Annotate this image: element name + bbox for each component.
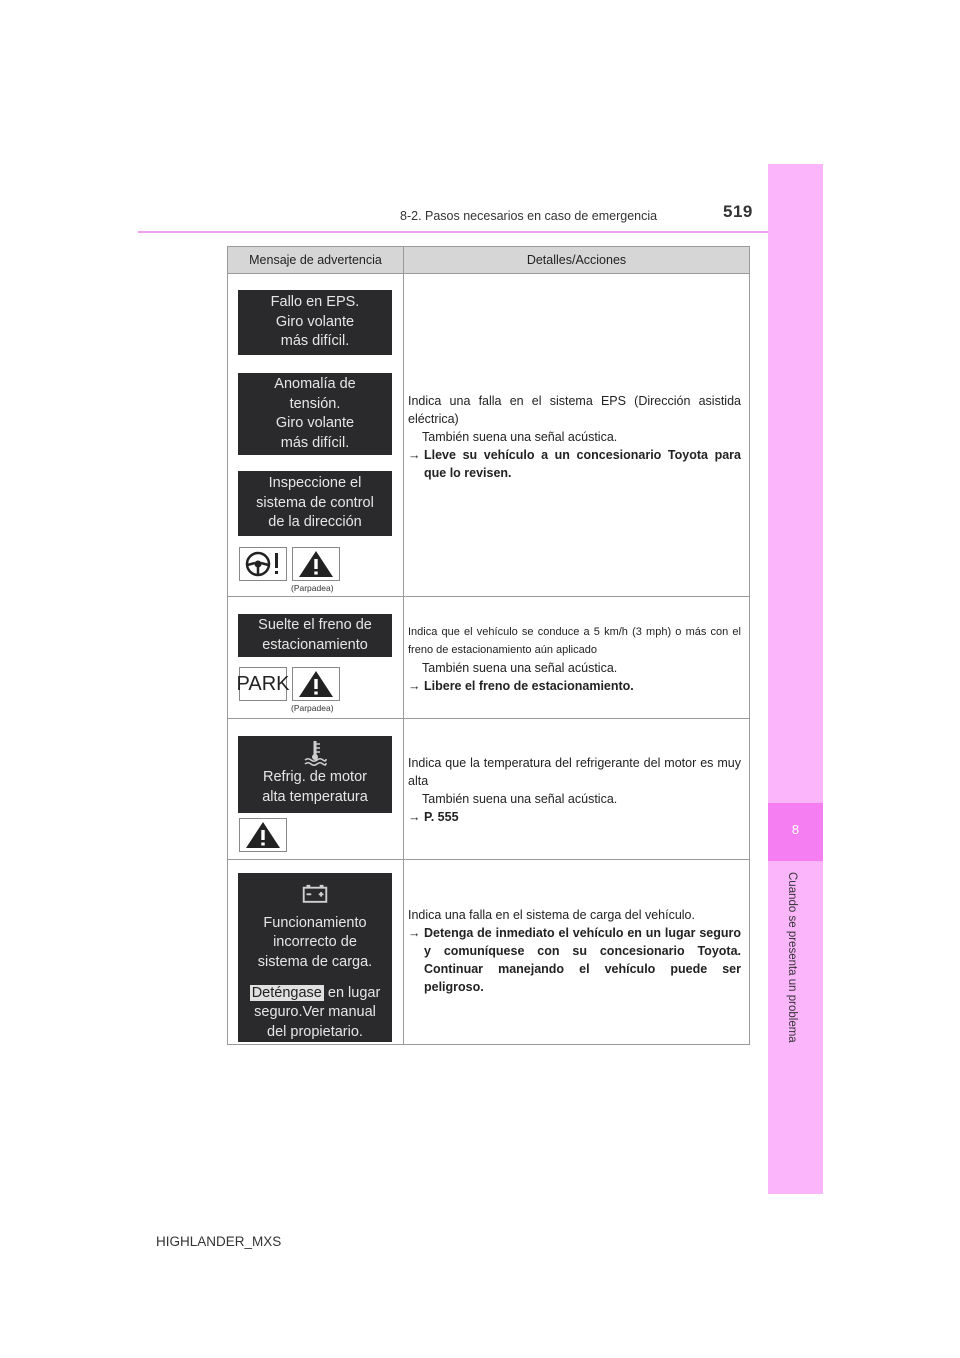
eps-action-text: Lleve su vehículo a un concesionario Toyota para que lo revisen. (424, 448, 741, 480)
warning-triangle-icon (239, 818, 287, 852)
chapter-label: Cuando se presenta un problema (786, 872, 798, 1043)
charging-action-text: Detenga de inmediato el vehículo en un lugar seguro y comuníquese con su concesionario Toyota. Continuar manejando el vehículo puede ser peligroso. (424, 926, 741, 994)
page-number: 519 (723, 202, 753, 221)
coolant-description: Indica que la temperatura del refrigerante del motor es muy alta (408, 756, 741, 788)
charging-details (408, 906, 741, 996)
row-divider (228, 718, 749, 719)
message-charging-system: Funcionamiento incorrecto de sistema de carga. Deténgase en lugar seguro.Ver manual del propietario. (238, 873, 392, 1042)
parking-brake-action-text: Libere el freno de estacionamiento. (424, 679, 634, 693)
parking-brake-action (408, 677, 741, 695)
row-divider (228, 859, 749, 860)
coolant-details (408, 754, 741, 826)
park-icon: PARK (239, 667, 287, 701)
charging-description: Indica una falla en el sistema de carga del vehículo. (408, 908, 695, 922)
arrow-icon: → (408, 810, 421, 824)
table-header (228, 247, 749, 274)
warning-triangle-icon (292, 667, 340, 701)
header-warning-message: Mensaje de advertencia (249, 253, 382, 267)
arrow-icon: → (408, 926, 421, 940)
stop-word: Deténgase (251, 984, 322, 1001)
eps-action (408, 446, 741, 482)
eps-details (408, 392, 741, 482)
arrow-icon: → (408, 448, 421, 462)
blink-note: (Parpadea) (291, 703, 334, 713)
parking-brake-details (408, 623, 741, 695)
coolant-buzzer-note: También suena una señal acústica. (422, 792, 618, 806)
coolant-action-text: P. 555 (424, 810, 459, 824)
message-voltage-anomaly: Anomalía de tensión. Giro volante más difícil. (238, 373, 392, 455)
warning-triangle-icon (292, 547, 340, 581)
chapter-number: 8 (791, 822, 800, 837)
warning-message-table (227, 246, 750, 1045)
steering-warning-icon (239, 547, 287, 581)
arrow-icon: → (408, 679, 421, 693)
parking-brake-buzzer-note: También suena una señal acústica. (422, 661, 618, 675)
section-title: 8-2. Pasos necesarios en caso de emergencia (400, 209, 658, 223)
column-divider (403, 247, 404, 1044)
message-inspect-steering: Inspeccione el sistema de control de la dirección (238, 471, 392, 536)
row-divider (228, 596, 749, 597)
message-eps-failure: Fallo en EPS. Giro volante más difícil. (238, 290, 392, 355)
coolant-action (408, 808, 741, 826)
message-release-parking-brake: Suelte el freno de estacionamiento (238, 614, 392, 657)
eps-buzzer-note: También suena una señal acústica. (422, 430, 618, 444)
parking-brake-description: Indica que el vehículo se conduce a 5 km/h (3 mph) o más con el freno de estacionamiento aún aplicado (408, 626, 741, 656)
eps-description: Indica una falla en el sistema EPS (Dirección asistida eléctrica) (408, 394, 741, 426)
coolant-temperature-icon (303, 740, 327, 766)
stop-line: Deténgase en lugar (251, 984, 381, 1001)
battery-icon (300, 883, 330, 904)
footer-model-code: HIGHLANDER_MXS (156, 1234, 282, 1249)
message-coolant-temperature: Refrig. de motor alta temperatura (238, 736, 392, 813)
header-details-actions: Detalles/Acciones (526, 253, 627, 267)
blink-note: (Parpadea) (291, 583, 334, 593)
header-rule (138, 231, 822, 233)
charging-action (408, 924, 741, 996)
